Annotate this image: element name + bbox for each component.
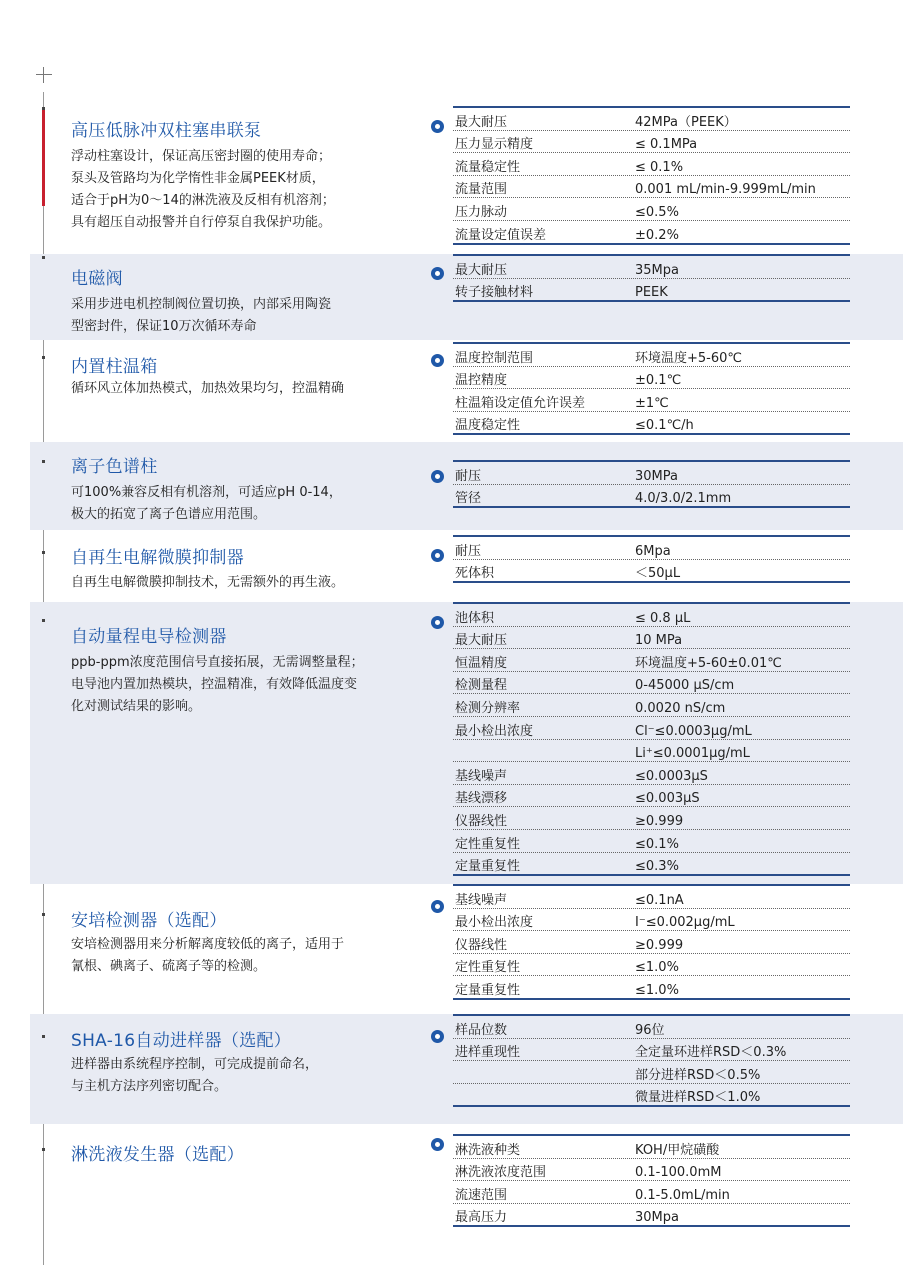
section-description <box>71 294 331 338</box>
spec-row <box>453 649 850 672</box>
spec-table <box>453 1014 850 1107</box>
spec-row <box>453 389 850 412</box>
spec-row <box>453 717 850 740</box>
spec-row <box>453 485 850 507</box>
spec-key: 压力脉动 <box>455 204 508 220</box>
spec-row <box>453 1136 850 1159</box>
description-line: 电导池内置加热模块，控温精准，有效降低温度变 <box>71 677 358 692</box>
spec-section <box>30 602 903 884</box>
spec-key: 淋洗液种类 <box>455 1142 521 1158</box>
margin-tick <box>42 619 45 622</box>
description-line: 泵头及管路均为化学惰性非金属PEEK材质， <box>71 171 325 186</box>
spec-key: 仪器线性 <box>455 813 508 829</box>
section-description <box>71 572 344 594</box>
description-line: 化对测试结果的影响。 <box>71 699 202 714</box>
description-line: 适合于pH为0～14的淋洗液及反相有机溶剂； <box>71 193 335 208</box>
spec-row <box>453 1204 850 1226</box>
description-line: 采用步进电机控制阀位置切换，内部采用陶瓷 <box>71 297 332 312</box>
spec-value: ≤1.0% <box>635 960 679 976</box>
spec-value: 微量进样RSD＜1.0% <box>635 1090 761 1106</box>
description-line: 进样器由系统程序控制，可完成提前命名， <box>71 1057 319 1072</box>
spec-key: 流量设定值误差 <box>455 227 547 243</box>
spec-row <box>453 1159 850 1182</box>
spec-row <box>453 462 850 485</box>
spec-value: ±1℃ <box>635 395 669 411</box>
spec-row <box>453 807 850 830</box>
spec-section <box>30 340 903 442</box>
spec-key: 转子接触材料 <box>455 285 534 301</box>
spec-row <box>453 627 850 650</box>
description-line: 循环风立体加热模式，加热效果均匀，控温精确 <box>71 381 345 396</box>
spec-key: 压力显示精度 <box>455 137 534 153</box>
description-line: 可100%兼容反相有机溶剂，可适应pH 0-14， <box>71 485 342 500</box>
spec-key: 管径 <box>455 491 482 507</box>
spec-section <box>30 442 903 530</box>
spec-value: 6Mpa <box>635 543 671 559</box>
spec-key: 温度稳定性 <box>455 418 521 434</box>
spec-value: Li⁺≤0.0001μg/mL <box>635 746 750 762</box>
spec-section <box>30 530 903 602</box>
spec-row <box>453 412 850 434</box>
margin-tick <box>42 460 45 463</box>
description-line: 具有超压自动报警并自行停泵自我保护功能。 <box>71 215 332 230</box>
spec-row <box>453 1181 850 1204</box>
bullet-icon <box>431 470 444 483</box>
spec-row <box>453 886 850 909</box>
spec-key: 池体积 <box>455 610 495 626</box>
spec-row <box>453 108 850 131</box>
spec-value: KOH/甲烷磺酸 <box>635 1142 720 1158</box>
bullet-icon <box>431 267 444 280</box>
spec-value: PEEK <box>635 285 668 301</box>
spec-value: 部分进样RSD＜0.5% <box>635 1067 761 1083</box>
spec-value: ≤ 0.1MPa <box>635 137 698 153</box>
spec-value: 0.0020 nS/cm <box>635 700 726 716</box>
spec-key: 仪器线性 <box>455 937 508 953</box>
spec-value: ≤0.1℃/h <box>635 418 694 434</box>
bullet-icon <box>431 900 444 913</box>
spec-row <box>453 785 850 808</box>
spec-key: 最小检出浓度 <box>455 723 534 739</box>
margin-tick <box>42 107 45 110</box>
spec-section <box>30 1014 903 1124</box>
spec-value: 0.001 mL/min-9.999mL/min <box>635 182 816 198</box>
section-description <box>71 146 335 234</box>
spec-row <box>453 560 850 582</box>
spec-value: 10 MPa <box>635 633 683 649</box>
section-title: 安培检测器（选配） <box>71 911 227 931</box>
margin-tick <box>42 913 45 916</box>
spec-section <box>30 884 903 1014</box>
spec-value: ≤0.003μS <box>635 791 700 807</box>
spec-row <box>453 931 850 954</box>
spec-key: 定性重复性 <box>455 960 521 976</box>
spec-table <box>453 535 850 583</box>
spec-key: 耐压 <box>455 543 482 559</box>
section-description <box>71 378 344 400</box>
section-description <box>71 1054 318 1098</box>
spec-row <box>453 976 850 998</box>
spec-key: 进样重现性 <box>455 1045 521 1061</box>
spec-row <box>453 279 850 301</box>
description-line: 自再生电解微膜抑制技术，无需额外的再生液。 <box>71 575 345 590</box>
spec-row <box>453 672 850 695</box>
spec-key: 定量重复性 <box>455 859 521 875</box>
spec-table <box>453 884 850 1000</box>
spec-table <box>453 460 850 508</box>
spec-key: 死体积 <box>455 566 495 582</box>
spec-value: 96位 <box>635 1022 665 1038</box>
section-title: 自动量程电导检测器 <box>71 627 227 647</box>
spec-key: 基线漂移 <box>455 791 508 807</box>
spec-row <box>453 537 850 560</box>
spec-key: 最高压力 <box>455 1210 508 1226</box>
spec-key: 恒温精度 <box>455 655 508 671</box>
spec-value: I⁻≤0.002μg/mL <box>635 915 735 931</box>
spec-value: 环境温度+5-60℃ <box>635 350 742 366</box>
spec-key: 淋洗液浓度范围 <box>455 1165 547 1181</box>
description-line: 与主机方法序列密切配合。 <box>71 1079 228 1094</box>
spec-row <box>453 1016 850 1039</box>
margin-tick <box>42 1148 45 1151</box>
description-line: 型密封件，保证10万次循环寿命 <box>71 319 257 334</box>
section-title: 自再生电解微膜抑制器 <box>71 548 244 568</box>
spec-row <box>453 153 850 176</box>
spec-key: 样品位数 <box>455 1022 508 1038</box>
spec-row <box>453 1061 850 1084</box>
spec-key: 最大耐压 <box>455 262 508 278</box>
spec-value: ≤0.0003μS <box>635 768 708 784</box>
section-title: SHA-16自动进样器（选配） <box>71 1031 292 1051</box>
spec-row <box>453 344 850 367</box>
spec-section <box>30 254 903 340</box>
spec-section <box>30 108 903 254</box>
spec-value: 35Mpa <box>635 262 679 278</box>
spec-table <box>453 106 850 245</box>
spec-value: 0.1-100.0mM <box>635 1165 722 1181</box>
spec-row <box>453 740 850 763</box>
spec-row <box>453 694 850 717</box>
spec-value: ±0.1℃ <box>635 373 682 389</box>
spec-section <box>30 1124 903 1265</box>
margin-tick <box>42 1035 45 1038</box>
spec-value: 30MPa <box>635 468 678 484</box>
spec-value: ≤ 0.1% <box>635 159 684 175</box>
spec-value: 0-45000 μS/cm <box>635 678 735 694</box>
bullet-icon <box>431 549 444 562</box>
spec-row <box>453 604 850 627</box>
spec-value: ≤0.1% <box>635 836 679 852</box>
spec-value: 0.1-5.0mL/min <box>635 1187 730 1203</box>
spec-value: ≤0.5% <box>635 204 679 220</box>
spec-value: 全定量环进样RSD＜0.3% <box>635 1045 787 1061</box>
description-line: ppb-ppm浓度范围信号直接拓展，无需调整量程； <box>71 655 364 670</box>
spec-key: 温控精度 <box>455 373 508 389</box>
spec-key: 基线噪声 <box>455 892 508 908</box>
spec-key: 检测分辨率 <box>455 700 521 716</box>
spec-value: ≥0.999 <box>635 937 684 953</box>
spec-row <box>453 198 850 221</box>
spec-table <box>453 254 850 302</box>
spec-value: ≤ 0.8 μL <box>635 610 691 626</box>
margin-tick <box>42 256 45 259</box>
spec-value: 4.0/3.0/2.1mm <box>635 491 732 507</box>
spec-table <box>453 342 850 435</box>
spec-row <box>453 830 850 853</box>
spec-value: Cl⁻≤0.0003μg/mL <box>635 723 752 739</box>
margin-tick <box>42 551 45 554</box>
spec-key: 流量范围 <box>455 182 508 198</box>
section-title: 离子色谱柱 <box>71 457 158 477</box>
spec-key: 定量重复性 <box>455 982 521 998</box>
spec-value: ≥0.999 <box>635 813 684 829</box>
description-line: 浮动柱塞设计，保证高压密封圈的使用寿命； <box>71 149 332 164</box>
spec-row <box>453 221 850 243</box>
spec-table <box>453 602 850 876</box>
spec-key: 最大耐压 <box>455 633 508 649</box>
spec-row <box>453 853 850 875</box>
spec-row <box>453 909 850 932</box>
section-title: 高压低脉冲双柱塞串联泵 <box>71 121 262 141</box>
section-title: 内置柱温箱 <box>71 357 158 377</box>
bullet-icon <box>431 1030 444 1043</box>
spec-value: ≤0.3% <box>635 859 679 875</box>
spec-value: ＜50μL <box>635 566 681 582</box>
spec-key: 基线噪声 <box>455 768 508 784</box>
description-line: 安培检测器用来分析解离度较低的离子，适用于 <box>71 937 345 952</box>
spec-key: 最小检出浓度 <box>455 915 534 931</box>
spec-value: ±0.2% <box>635 227 679 243</box>
section-title: 电磁阀 <box>71 269 123 289</box>
section-description <box>71 482 342 526</box>
spec-value: 42MPa（PEEK） <box>635 114 737 130</box>
spec-value: 30Mpa <box>635 1210 679 1226</box>
spec-key: 温度控制范围 <box>455 350 534 366</box>
bullet-icon <box>431 354 444 367</box>
bullet-icon <box>431 1138 444 1151</box>
spec-row <box>453 176 850 199</box>
section-description <box>71 934 344 978</box>
spec-row <box>453 131 850 154</box>
spec-key: 流量稳定性 <box>455 159 521 175</box>
section-title: 淋洗液发生器（选配） <box>71 1145 244 1165</box>
spec-key: 柱温箱设定值允许误差 <box>455 395 586 411</box>
spec-key: 耐压 <box>455 468 482 484</box>
bullet-icon <box>431 616 444 629</box>
spec-row <box>453 256 850 279</box>
spec-value: 环境温度+5-60±0.01℃ <box>635 655 782 671</box>
spec-row <box>453 954 850 977</box>
spec-table <box>453 1134 850 1227</box>
spec-value: ≤0.1nA <box>635 892 684 908</box>
bullet-icon <box>431 120 444 133</box>
spec-row <box>453 367 850 390</box>
crop-mark <box>36 67 52 83</box>
description-line: 氰根、碘离子、硫离子等的检测。 <box>71 959 267 974</box>
spec-key: 最大耐压 <box>455 114 508 130</box>
spec-row <box>453 1084 850 1106</box>
section-description <box>71 652 364 718</box>
spec-row <box>453 762 850 785</box>
spec-key: 检测量程 <box>455 678 508 694</box>
description-line: 极大的拓宽了离子色谱应用范围。 <box>71 507 267 522</box>
spec-key: 流速范围 <box>455 1187 508 1203</box>
spec-key: 定性重复性 <box>455 836 521 852</box>
spec-value: ≤1.0% <box>635 982 679 998</box>
spec-row <box>453 1039 850 1062</box>
margin-tick <box>42 356 45 359</box>
